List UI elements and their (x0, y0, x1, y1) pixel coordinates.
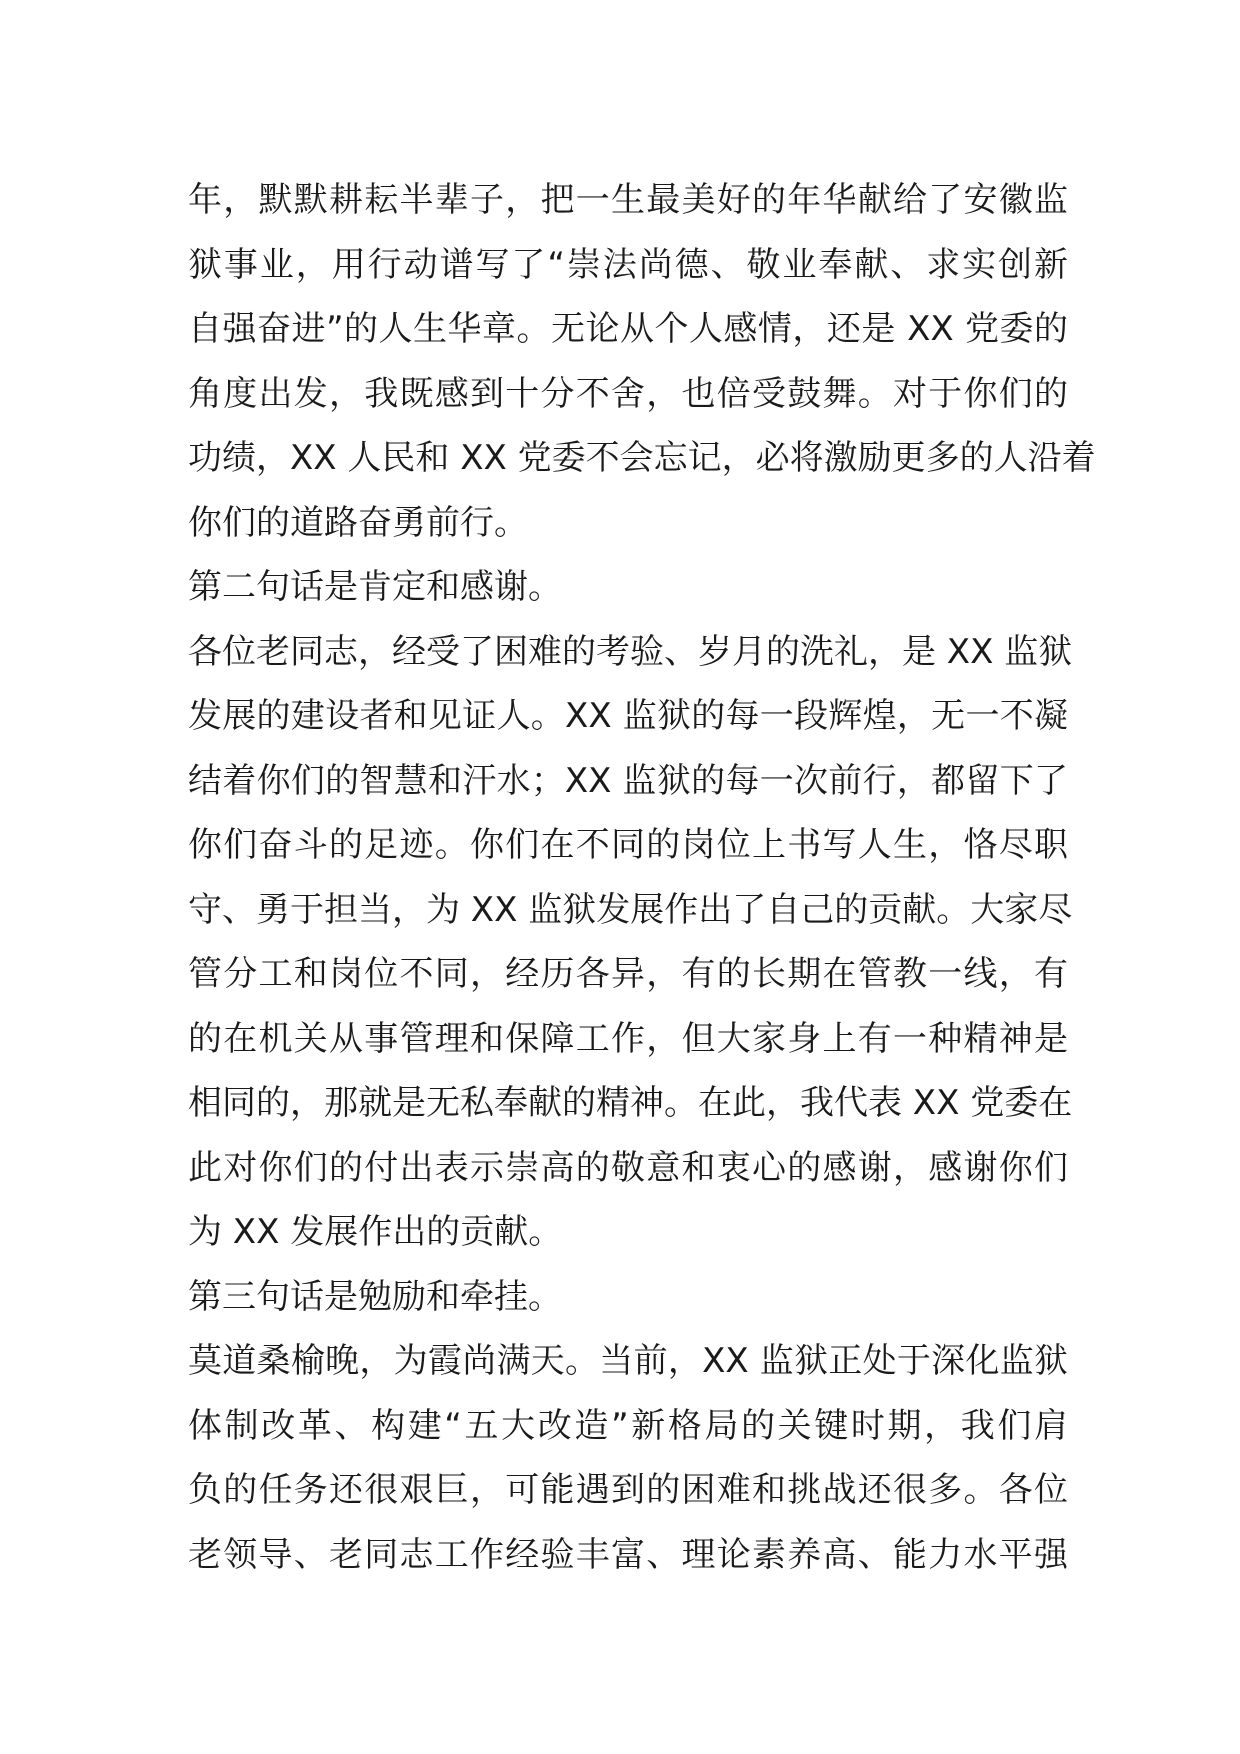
text-line: 你们的道路奋勇前行。 (188, 502, 528, 543)
text-line: 各位老同志，经受了困难的考验、岁月的洗礼，是 XX 监狱 (188, 631, 1073, 672)
text-line: 发展的建设者和见证人。XX 监狱的每一段辉煌，无一不凝 (188, 696, 1068, 736)
text-line: 年，默默耕耘半辈子，把一生最美好的年华献给了安徽监 (188, 180, 1068, 220)
text-line: 老领导、老同志工作经验丰富、理论素养高、能力水平强 (188, 1534, 1068, 1575)
text-line: 管分工和岗位不同，经历各异，有的长期在管教一线，有 (188, 954, 1068, 994)
text-line: 莫道桑榆晚，为霞尚满天。当前，XX 监狱正处于深化监狱 (188, 1341, 1068, 1381)
text-line: 你们奋斗的足迹。你们在不同的岗位上书写人生，恪尽职 (188, 825, 1068, 865)
section-heading: 第三句话是勉励和牵挂。 (188, 1276, 562, 1317)
text-line: 狱事业，用行动谱写了“崇法尚德、敬业奉献、求实创新 (188, 244, 1068, 285)
text-line: 相同的，那就是无私奉献的精神。在此，我代表 XX 党委在 (188, 1083, 1073, 1123)
text-line: 角度出发，我既感到十分不舍，也倍受鼓舞。对于你们的 (188, 373, 1068, 414)
text-line: 负的任务还很艰巨，可能遇到的困难和挑战还很多。各位 (188, 1470, 1068, 1510)
text-line: 自强奋进”的人生华章。无论从个人感情，还是 XX 党委的 (188, 309, 1068, 349)
text-line: 的在机关从事管理和保障工作，但大家身上有一种精神是 (188, 1018, 1068, 1059)
text-line: 结着你们的智慧和汗水；XX 监狱的每一次前行，都留下了 (188, 760, 1068, 801)
document-body (188, 168, 1096, 1587)
text-line: 此对你们的付出表示崇高的敬意和衷心的感谢，感谢你们 (188, 1147, 1068, 1188)
text-line: 为 XX 发展作出的贡献。 (188, 1212, 563, 1252)
text-line: 功绩，XX 人民和 XX 党委不会忘记，必将激励更多的人沿着 (188, 438, 1096, 478)
text-line: 体制改革、构建“五大改造”新格局的关键时期，我们肩 (188, 1405, 1068, 1446)
text-line: 守、勇于担当，为 XX 监狱发展作出了自己的贡献。大家尽 (188, 889, 1073, 930)
section-heading: 第二句话是肯定和感谢。 (188, 567, 562, 607)
